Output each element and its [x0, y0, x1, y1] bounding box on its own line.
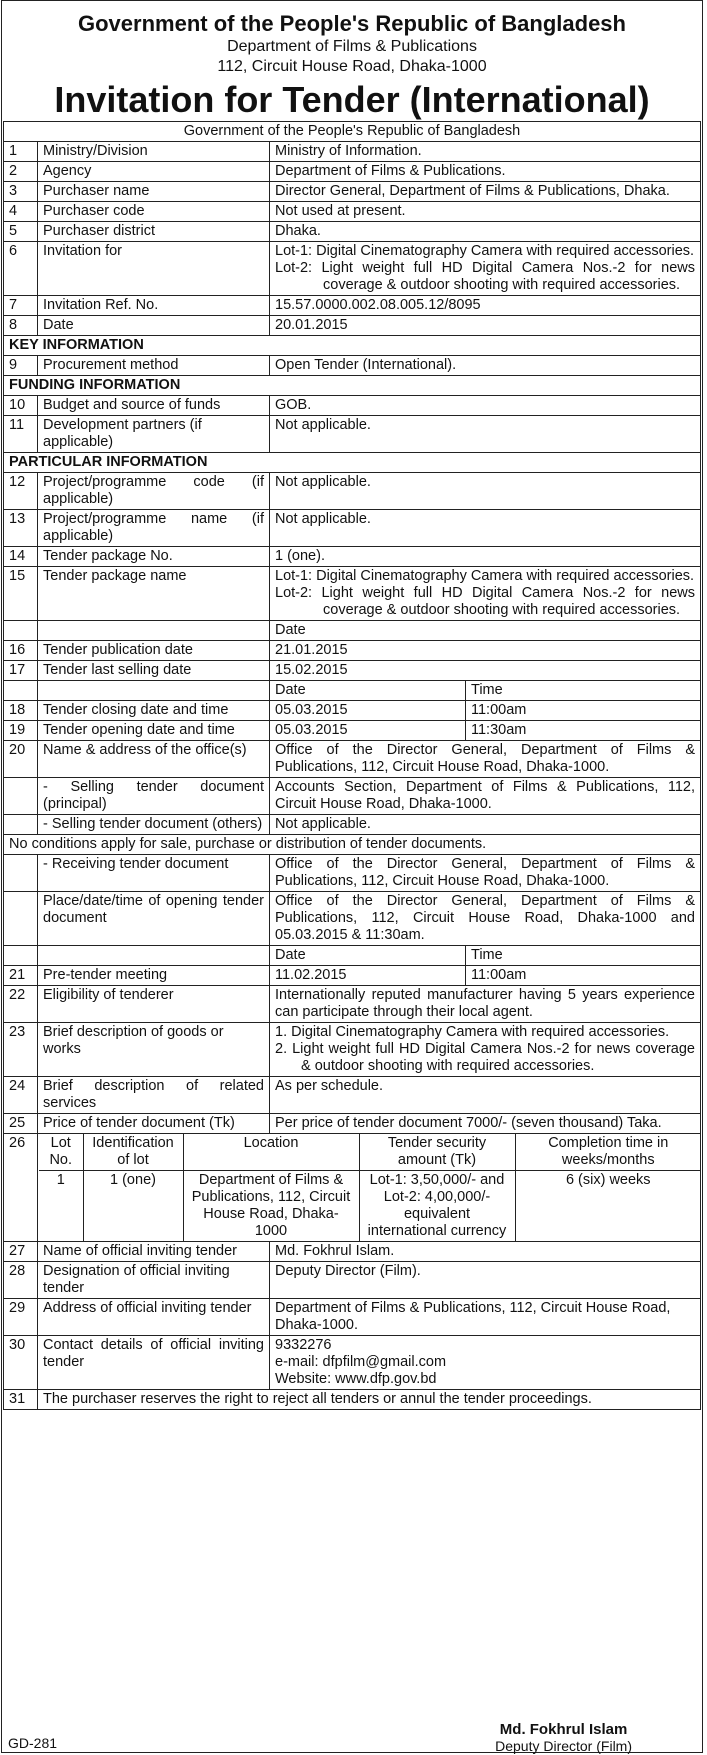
lot-no-header: Lot No. [39, 1134, 83, 1171]
security-value: Lot-1: 3,50,000/- and Lot-2: 4,00,000/- equivalent international currency [359, 1171, 515, 1242]
row-number: 31 [4, 1390, 38, 1410]
row-label: Procurement method [38, 356, 270, 376]
table-row [4, 182, 701, 202]
conditions-note: No conditions apply for sale, purchase or distribution of tender documents. [4, 835, 701, 855]
table-row [4, 142, 701, 162]
row-value: Not applicable. [270, 416, 701, 453]
row-value: Open Tender (International). [270, 356, 701, 376]
row-date: 05.03.2015 [270, 701, 466, 721]
identification-value: 1 (one) [83, 1171, 183, 1242]
completion-header: Completion time in weeks/months [515, 1134, 701, 1171]
row-date: 05.03.2015 [270, 721, 466, 741]
lot-2-text: Lot-2: Light weight full HD Digital Camera Nos.-2 for news coverage & outdoor shooting with required accessories. [275, 585, 695, 618]
goods-item-2: 2. Light weight full HD Digital Camera Nos.-2 for news coverage & outdoor shooting with required accessories. [275, 1041, 695, 1074]
contact-website: Website: www.dfp.gov.bd [275, 1371, 437, 1387]
row-number: 15 [4, 567, 38, 621]
row-label: Invitation for [38, 242, 270, 296]
table-row [4, 681, 701, 701]
row-label: Designation of official inviting tender [38, 1262, 270, 1299]
row-number: 20 [4, 741, 38, 778]
row-value: 21.01.2015 [270, 641, 701, 661]
table-row [4, 1077, 701, 1114]
row-label: Budget and source of funds [38, 396, 270, 416]
row-label: Tender opening date and time [38, 721, 270, 741]
row-number: 2 [4, 162, 38, 182]
gd-code: GD-281 [8, 1735, 58, 1751]
table-row [4, 946, 701, 966]
row-number: 29 [4, 1299, 38, 1336]
row-value: Dhaka. [270, 222, 701, 242]
row-value: Not applicable. [270, 473, 701, 510]
lot-table-header [39, 1134, 701, 1171]
table-row [4, 162, 701, 182]
time-column-label: Time [466, 681, 701, 701]
row-value: Director General, Department of Films & Publications, Dhaka. [270, 182, 701, 202]
table-row [4, 202, 701, 222]
location-value: Department of Films & Publications, 112, Circuit House Road, Dhaka-1000 [183, 1171, 359, 1242]
lot-no-value: 1 [39, 1171, 83, 1242]
row-label: Tender publication date [38, 641, 270, 661]
table-caption-row [4, 122, 701, 142]
row-label: Tender last selling date [38, 661, 270, 681]
row-number: 13 [4, 510, 38, 547]
row-number: 8 [4, 316, 38, 336]
row-value: GOB. [270, 396, 701, 416]
row-number: 22 [4, 986, 38, 1023]
goods-item-1: 1. Digital Cinematography Camera with required accessories. [275, 1024, 670, 1040]
section-row [4, 453, 701, 473]
signatory-title: Deputy Director (Film) [495, 1738, 632, 1754]
row-label: Development partners (if applicable) [38, 416, 270, 453]
page-title: Invitation for Tender (International) [54, 79, 650, 120]
lot-1-text: Lot-1: Digital Cinematography Camera with required accessories. [275, 243, 695, 259]
row-label: Ministry/Division [38, 142, 270, 162]
row-number: 28 [4, 1262, 38, 1299]
row-label: Brief description of related services [38, 1077, 270, 1114]
table-row [4, 741, 701, 778]
row-number: 16 [4, 641, 38, 661]
lot-1-text: Lot-1: Digital Cinematography Camera with required accessories. [275, 568, 695, 584]
table-row [4, 510, 701, 547]
table-row [4, 296, 701, 316]
row-value [270, 1336, 701, 1390]
row-label: Contact details of official inviting tender [38, 1336, 270, 1390]
gov-title: Government of the People's Republic of Bangladesh [78, 11, 626, 36]
row-value [270, 567, 701, 621]
date-column-label: Date [270, 621, 701, 641]
lot-table-data [39, 1171, 701, 1242]
row-number: 4 [4, 202, 38, 222]
lot-table [39, 1134, 701, 1241]
row-number: 30 [4, 1336, 38, 1390]
table-row [4, 966, 701, 986]
row-number: 23 [4, 1023, 38, 1077]
row-number: 3 [4, 182, 38, 202]
row-value: Office of the Director General, Department of Films & Publications, 112, Circuit House Road, Dhaka-1000 and 05.03.2015 & 11:30am. [270, 892, 701, 946]
table-row [4, 316, 701, 336]
table-row [4, 701, 701, 721]
row-number: 10 [4, 396, 38, 416]
table-row [4, 815, 701, 835]
section-heading: FUNDING INFORMATION [4, 376, 701, 396]
row-label: Tender package No. [38, 547, 270, 567]
table-row [4, 721, 701, 741]
table-row [4, 1114, 701, 1134]
row-label: Brief description of goods or works [38, 1023, 270, 1077]
notice-footer [2, 1721, 702, 1754]
row-value: Office of the Director General, Department of Films & Publications, 112, Circuit House Road, Dhaka-1000. [270, 741, 701, 778]
table-row [4, 567, 701, 621]
table-row [4, 1242, 701, 1262]
row-number: 27 [4, 1242, 38, 1262]
row-label: Name of official inviting tender [38, 1242, 270, 1262]
table-row [4, 661, 701, 681]
dept-name: Department of Films & Publications [227, 38, 477, 55]
table-row [4, 222, 701, 242]
row-value: Ministry of Information. [270, 142, 701, 162]
row-time: 11:30am [466, 721, 701, 741]
row-label: Purchaser code [38, 202, 270, 222]
table-row [4, 1299, 701, 1336]
section-row [4, 336, 701, 356]
row-number: 6 [4, 242, 38, 296]
row-number: 21 [4, 966, 38, 986]
row-value: Office of the Director General, Department of Films & Publications, 112, Circuit House Road, Dhaka-1000. [270, 855, 701, 892]
row-value: 15.02.2015 [270, 661, 701, 681]
table-row [4, 855, 701, 892]
row-number: 24 [4, 1077, 38, 1114]
date-column-label: Date [270, 946, 466, 966]
row-number: 26 [4, 1134, 38, 1242]
row-value: Department of Films & Publications, 112, Circuit House Road, Dhaka-1000. [270, 1299, 701, 1336]
row-number: 25 [4, 1114, 38, 1134]
row-value: Not applicable. [270, 815, 701, 835]
table-row [4, 641, 701, 661]
table-row [4, 778, 701, 815]
identification-header: Identification of lot [83, 1134, 183, 1171]
row-label: Tender closing date and time [38, 701, 270, 721]
row-value: The purchaser reserves the right to reject all tenders or annul the tender proceedings. [38, 1390, 701, 1410]
table-row [4, 986, 701, 1023]
contact-phone: 9332276 [275, 1337, 332, 1353]
row-label: Tender package name [38, 567, 270, 621]
section-row [4, 376, 701, 396]
row-number: 11 [4, 416, 38, 453]
row-value [270, 242, 701, 296]
table-row [4, 356, 701, 376]
row-number: 12 [4, 473, 38, 510]
row-label: Date [38, 316, 270, 336]
row-label: - Selling tender document (principal) [38, 778, 270, 815]
row-number: 18 [4, 701, 38, 721]
note-row [4, 835, 701, 855]
row-value: Not applicable. [270, 510, 701, 547]
notice-header [2, 11, 702, 121]
row-value: Internationally reputed manufacturer having 5 years experience can participate through their local agent. [270, 986, 701, 1023]
row-number: 7 [4, 296, 38, 316]
signature-block [495, 1721, 632, 1755]
row-value: Per price of tender document 7000/- (seven thousand) Taka. [270, 1114, 701, 1134]
row-number: 14 [4, 547, 38, 567]
row-label: Project/programme code (if applicable) [38, 473, 270, 510]
signatory-name: Md. Fokhrul Islam [499, 1721, 628, 1738]
table-row [4, 1336, 701, 1390]
row-value: Md. Fokhrul Islam. [270, 1242, 701, 1262]
dept-address: 112, Circuit House Road, Dhaka-1000 [217, 58, 487, 75]
table-row [4, 547, 701, 567]
contact-email: e-mail: dfpfilm@gmail.com [275, 1354, 447, 1370]
row-label: Place/date/time of opening tender document [38, 892, 270, 946]
row-value: 1 (one). [270, 547, 701, 567]
row-number: 17 [4, 661, 38, 681]
table-row [4, 242, 701, 296]
row-number: 1 [4, 142, 38, 162]
row-label: Purchaser district [38, 222, 270, 242]
row-value: Not used at present. [270, 202, 701, 222]
lot-table-cell [38, 1134, 701, 1242]
row-value: Department of Films & Publications. [270, 162, 701, 182]
row-label: - Selling tender document (others) [38, 815, 270, 835]
row-date: 11.02.2015 [270, 966, 466, 986]
section-heading: KEY INFORMATION [4, 336, 701, 356]
row-value: 20.01.2015 [270, 316, 701, 336]
table-row [4, 621, 701, 641]
lot-2-text: Lot-2: Light weight full HD Digital Camera Nos.-2 for news coverage & outdoor shooting with required accessories. [275, 260, 695, 293]
row-value: Deputy Director (Film). [270, 1262, 701, 1299]
row-value [270, 1023, 701, 1077]
tender-table [3, 121, 701, 1410]
row-label: - Receiving tender document [38, 855, 270, 892]
table-row [4, 1262, 701, 1299]
row-label: Project/programme name (if applicable) [38, 510, 270, 547]
row-time: 11:00am [466, 701, 701, 721]
row-label: Invitation Ref. No. [38, 296, 270, 316]
row-label: Price of tender document (Tk) [38, 1114, 270, 1134]
row-time: 11:00am [466, 966, 701, 986]
row-value: Accounts Section, Department of Films & Publications, 112, Circuit House Road, Dhaka-1000. [270, 778, 701, 815]
location-header: Location [183, 1134, 359, 1171]
row-label: Pre-tender meeting [38, 966, 270, 986]
date-column-label: Date [270, 681, 466, 701]
row-label: Name & address of the office(s) [38, 741, 270, 778]
row-label: Address of official inviting tender [38, 1299, 270, 1336]
row-number: 9 [4, 356, 38, 376]
completion-value: 6 (six) weeks [515, 1171, 701, 1242]
row-label: Eligibility of tenderer [38, 986, 270, 1023]
table-row [4, 892, 701, 946]
section-heading: PARTICULAR INFORMATION [4, 453, 701, 473]
table-row [4, 1023, 701, 1077]
security-header: Tender security amount (Tk) [359, 1134, 515, 1171]
lot-table-row [4, 1134, 701, 1242]
time-column-label: Time [466, 946, 701, 966]
row-value: 15.57.0000.002.08.005.12/8095 [270, 296, 701, 316]
table-row [4, 396, 701, 416]
table-row [4, 1390, 701, 1410]
row-number: 5 [4, 222, 38, 242]
row-label: Purchaser name [38, 182, 270, 202]
row-label: Agency [38, 162, 270, 182]
table-row [4, 416, 701, 453]
table-row [4, 473, 701, 510]
table-caption: Government of the People's Republic of Bangladesh [4, 122, 701, 142]
tender-notice [1, 0, 703, 1753]
row-number: 19 [4, 721, 38, 741]
row-value: As per schedule. [270, 1077, 701, 1114]
